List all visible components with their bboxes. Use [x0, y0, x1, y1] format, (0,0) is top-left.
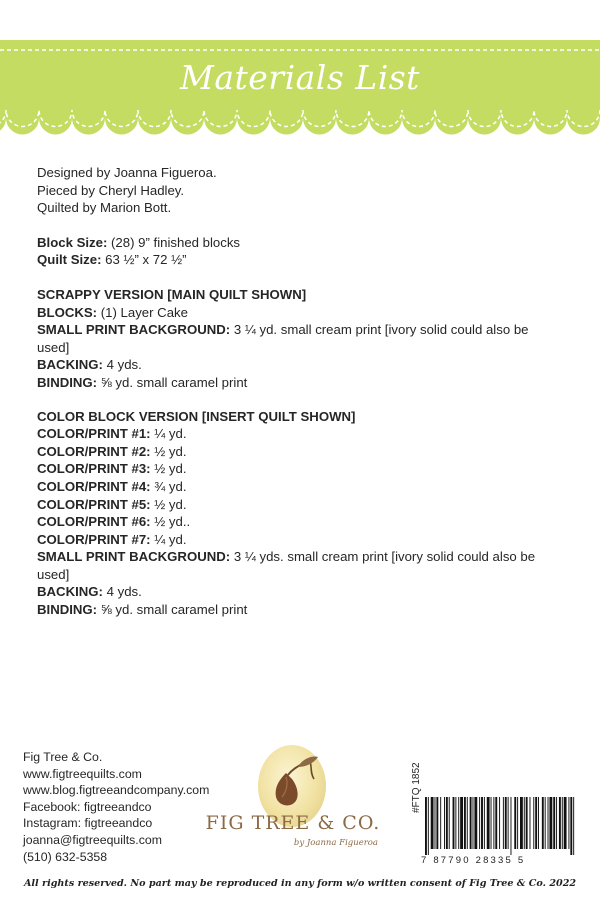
quilt-size: Quilt Size: 63 ½” x 72 ½”	[37, 252, 187, 268]
logo-byline: by Joanna Figueroa	[293, 838, 378, 848]
copyright-notice: All rights reserved. No part may be reproduced in any form w/o written consent of Fig Tree & Co. 2022	[23, 878, 577, 889]
facebook-handle: Facebook: figtreeandco	[23, 799, 152, 814]
barcode	[423, 797, 578, 855]
color-print-6: COLOR/PRINT #6: ½ yd..	[37, 514, 191, 530]
colorblock-background: SMALL PRINT BACKGROUND: 3 ¼ yds. small cream print [ivory solid could also be used]	[37, 549, 536, 582]
colorblock-binding: BINDING: ⅝ yd. small caramel print	[37, 602, 248, 618]
logo-name: FIG TREE & CO.	[205, 812, 381, 834]
contact-info	[23, 749, 209, 865]
scrappy-backing: BACKING: 4 yds.	[37, 357, 142, 373]
scrappy-background: SMALL PRINT BACKGROUND: 3 ¼ yd. small cream print [ivory solid could also be used]	[37, 322, 529, 355]
instagram-handle: Instagram: figtreeandco	[23, 816, 153, 831]
credit-designer: Designed by Joanna Figueroa.	[37, 165, 217, 180]
colorblock-heading: COLOR BLOCK VERSION [INSERT QUILT SHOWN]	[37, 408, 356, 424]
color-print-2: COLOR/PRINT #2: ½ yd.	[37, 443, 187, 459]
color-print-1: COLOR/PRINT #1: ¼ yd.	[37, 426, 187, 442]
phone-number: (510) 632-5358	[23, 849, 108, 864]
materials-content	[37, 164, 557, 619]
color-print-3: COLOR/PRINT #3: ½ yd.	[37, 461, 187, 477]
credit-piecer: Pieced by Cheryl Hadley.	[37, 182, 185, 198]
website-link: www.figtreequilts.com	[23, 766, 142, 781]
header-banner	[0, 40, 600, 137]
color-print-7: COLOR/PRINT #7: ¼ yd.	[37, 531, 187, 547]
color-print-4: COLOR/PRINT #4: ¾ yd.	[37, 478, 187, 494]
fig-tree-logo	[198, 745, 388, 860]
colorblock-backing: BACKING: 4 yds.	[37, 584, 142, 600]
email-address: joanna@figtreequilts.com	[23, 832, 162, 847]
credit-quilter: Quilted by Marion Bott.	[37, 200, 172, 216]
blog-link: www.blog.figtreeandcompany.com	[23, 783, 210, 798]
color-print-5: COLOR/PRINT #5: ½ yd.	[37, 496, 187, 512]
barcode-number: 7 87790 28335 5	[421, 855, 526, 866]
scrappy-binding: BINDING: ⅝ yd. small caramel print	[37, 374, 248, 390]
scrappy-heading: SCRAPPY VERSION [MAIN QUILT SHOWN]	[37, 286, 307, 302]
scrappy-blocks: BLOCKS: (1) Layer Cake	[37, 304, 188, 320]
company-name: Fig Tree & Co.	[23, 750, 103, 764]
page-title: Materials List	[180, 58, 420, 97]
sku-number: #FTQ 1852	[411, 762, 422, 813]
block-size: Block Size: (28) 9” finished blocks	[37, 234, 241, 250]
